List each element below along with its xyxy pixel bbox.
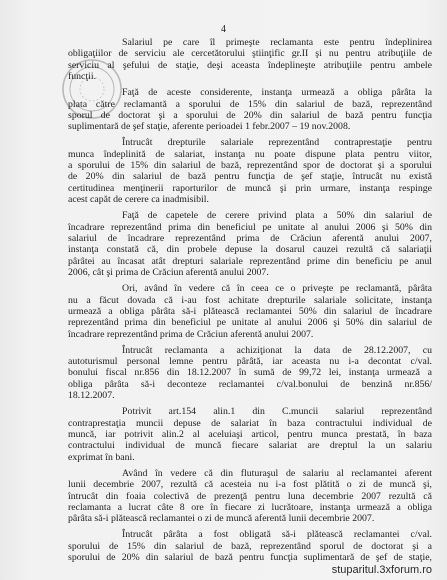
text-line: serviciu al şefului de staţie, deşi aceasta îndeplineşte atribuţiile pentru ambele: [68, 59, 432, 71]
text-line: de 20% din salariul de bază pentru funcţia de şef staţie, întrucât nu există: [68, 171, 432, 183]
document-body: [68, 37, 432, 568]
text-line: munca îndeplinită de salariat, instanţa nu poate dispune plata pentru viitor,: [68, 148, 432, 160]
text-line: reprezentând prima din beneficiul pe unitate al anului 2006 şi 50% din salariul de: [68, 317, 432, 329]
text-line: a sporului de 15% din salariul de bază, reprezentând spor de doctorat şi a sporului: [68, 160, 432, 172]
text-line: obligaţiilor de serviciu ale cercetătorului ştiinţific gr.II şi nu pentru atribuţiile de: [68, 48, 432, 60]
text-line: întrucât din foaia colectivă de prezenţă pentru luna decembrie 2007 rezultă că: [68, 490, 432, 502]
text-line: exprimat în bani.: [68, 451, 135, 463]
paragraph: [68, 345, 432, 402]
text-line: certitudinea menţinerii raporturilor de muncă şi prin urmare, instanţa respinge: [68, 182, 432, 194]
paragraph: [68, 406, 432, 463]
text-line: pârâtei au încasat atât drepturi salariale reprezentând prime din beneficiu pe anul: [68, 255, 432, 267]
text-line: Potrivit art.154 alin.1 din C.muncii salariul reprezentând: [122, 406, 432, 418]
text-line: salariul de încadrare reprezentând prima de Crăciun aferentă anului 2007,: [68, 233, 432, 244]
paragraph: [68, 468, 432, 525]
text-line: plata către reclamantă a sporului de 15% din salariul de bază, reprezentând: [68, 98, 432, 110]
text-line: Faţă de aceste considerente, instanţa urmează a obliga pârâta la: [122, 87, 432, 99]
paragraph: [68, 37, 432, 83]
text-line: Salariul pe care îl primeşte reclamanta este pentru îndeplinirea: [122, 37, 432, 48]
text-line: Întrucât drepturile salariale reprezentând contraprestaţie pentru: [122, 137, 432, 149]
text-line: suplimentară de şef staţie, aferente perioadei 1 febr.2007 – 19 nov.2008.: [68, 121, 351, 133]
text-line: urmează a obliga pârâta să-i plătească reclamantei 50% din salariul de încadrare: [68, 305, 432, 317]
watermark-text: stuparitul.3xforum.ro: [331, 564, 432, 576]
text-line: Întrucât reclamanta a achiziţionat la data de 28.12.2007, cu: [122, 344, 432, 356]
text-line: 18.12.2007.: [68, 390, 115, 402]
text-line: sporului de 20% din salariul de bază pentru funcţia suplimentară de şef de staţie,: [68, 552, 432, 564]
text-line: încadrare reprezentând prima de Crăciun aferentă anului 2007.: [68, 328, 314, 340]
text-line: obliga pârâta să-i deconteze reclamantei c/val.bonului de benzină nr.856/: [68, 378, 432, 390]
text-line: lunii decembrie 2007, rezultă că acesteia nu i-a fost plătită o zi de muncă şi,: [68, 479, 432, 491]
text-line: pârâta să-i plătească reclamantei o zi de muncă aferentă lunii decembrie 2007.: [68, 513, 375, 525]
paragraph: [68, 283, 432, 340]
text-line: nu a făcut dovada că i-au fost achitate drepturile salariale solicitate, instanţa: [68, 294, 432, 306]
text-line: autoturismul personal lemne pentru pârâtă, iar aceasta nu i-a decontat c/val.: [68, 356, 432, 368]
text-line: contractului individual de muncă fiecare salariat are dreptul la un salariu: [68, 440, 432, 452]
text-line: funcţii.: [68, 71, 97, 83]
paragraph: [68, 529, 432, 563]
text-line: 2006, cât şi prima de Crăciun aferentă anului 2007.: [68, 267, 269, 279]
text-line: muncă, iar potrivit alin.2 al aceluiaşi articol, pentru munca prestată, în baza: [68, 429, 432, 440]
text-line: sporul de doctorat şi a sporului de 20% din salariul de bază pentru funcţia: [68, 109, 432, 121]
text-line: reclamanta a lucrat câte 8 ore în fiecare zi lucrătoare, instanţa urmează a obliga: [68, 501, 432, 513]
text-line: contraprestaţia muncii depuse de salariat în baza contractului individual de: [68, 417, 432, 429]
text-line: Faţă de capetele de cerere privind plata a 50% din salariul de: [122, 210, 432, 222]
text-line: încadrare reprezentând prima din beneficiul pe unitate al anului 2006 şi 50% din: [68, 221, 432, 233]
text-line: Întrucât pârâta a fost obligată să-i plătească reclamantei c/val.: [122, 529, 432, 541]
paragraph: [68, 87, 432, 133]
text-line: bonului fiscal nr.856 din 18.12.2007 în sumă de 99,72 lei, instanţa urmează a: [68, 367, 432, 379]
page-number: 4: [221, 24, 226, 35]
paragraph: [68, 210, 432, 278]
text-line: Având în vedere că din fluturaşul de salariu al reclamantei aferent: [122, 467, 432, 479]
text-line: acest capăt de cerere ca inadmisibil.: [68, 194, 209, 206]
text-line: instanţa constată că, din probele depuse la dosarul cauzei rezultă că salariaţii: [68, 244, 432, 256]
text-line: sporului de 15% din salariul de bază, reprezentând sporul de doctorat şi a: [68, 540, 432, 552]
text-line: Ori, având în vedere că în ceea ce o priveşte pe reclamantă, pârâta: [122, 283, 432, 295]
paragraph: [68, 137, 432, 205]
